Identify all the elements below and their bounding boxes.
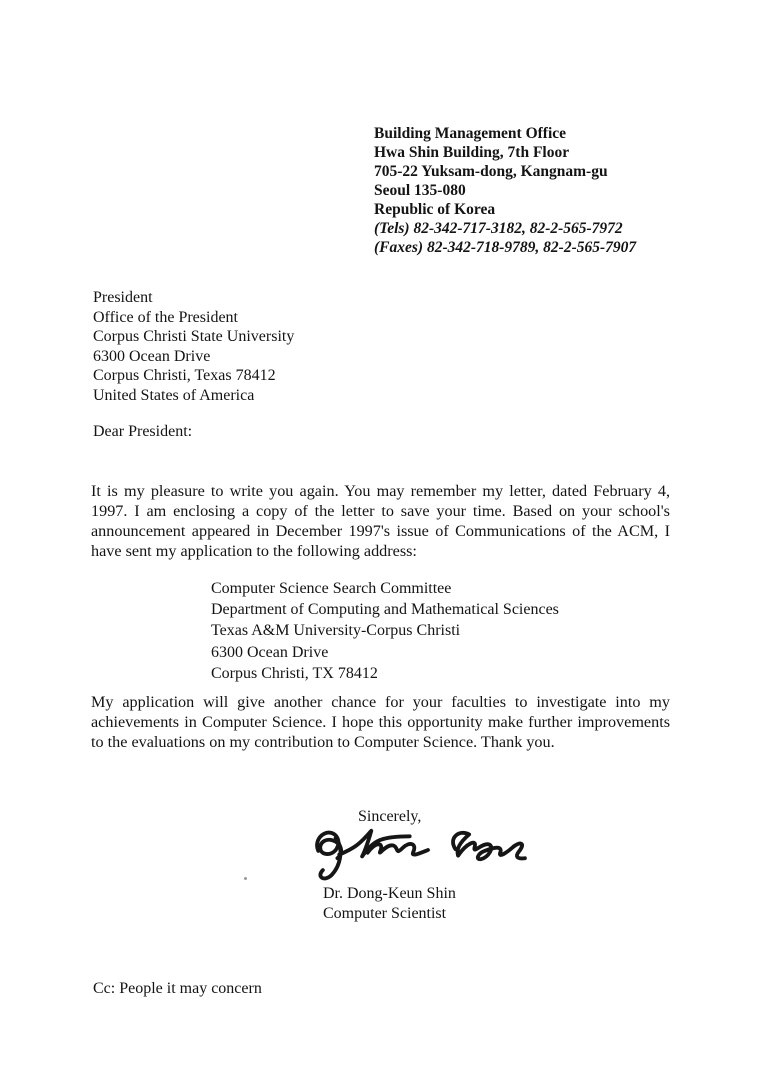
cc-line: Cc: People it may concern	[93, 980, 262, 997]
salutation: Dear President:	[93, 423, 193, 440]
application-address-line: Corpus Christi, TX 78412	[211, 664, 378, 682]
signer-title: Computer Scientist	[323, 904, 447, 922]
closing-salutation: Sincerely,	[358, 808, 422, 825]
scan-speck-artifact	[244, 877, 247, 880]
recipient-line: President	[93, 289, 153, 306]
body-paragraph-1: It is my pleasure to write you again. You may remember my letter, dated February 4, 1997. I am enclosing a copy of the letter to save your time. Based on your school's announcement appeared in December 1997's issue of Communications of the ACM, I have sent my application to the following address:	[91, 482, 670, 560]
recipient-address-block	[93, 288, 294, 405]
sender-tels-line: (Tels) 82-342-717-3182, 82-2-565-7972	[374, 220, 623, 237]
handwritten-signature-image	[296, 818, 538, 882]
sender-line: Hwa Shin Building, 7th Floor	[374, 144, 570, 161]
sender-address-block	[374, 124, 636, 257]
signer-name: Dr. Dong-Keun Shin	[323, 885, 456, 902]
sender-faxes-line: (Faxes) 82-342-718-9789, 82-2-565-7907	[374, 239, 637, 256]
application-address-line: 6300 Ocean Drive	[211, 643, 329, 661]
application-address-block	[211, 578, 559, 684]
signer-block	[323, 884, 456, 923]
application-address-line: Computer Science Search Committee	[211, 580, 452, 597]
sender-line: Building Management Office	[374, 125, 567, 142]
recipient-line: United States of America	[93, 386, 255, 404]
sender-line: 705-22 Yuksam-dong, Kangnam-gu	[374, 163, 608, 180]
sender-line: Seoul 135-080	[374, 182, 466, 199]
recipient-line: 6300 Ocean Drive	[93, 347, 211, 365]
recipient-line: Corpus Christi State University	[93, 328, 295, 345]
application-address-line: Texas A&M University-Corpus Christi	[211, 622, 461, 640]
recipient-line: Office of the President	[93, 308, 238, 326]
application-address-line: Department of Computing and Mathematical Sciences	[211, 601, 559, 619]
signature-strokes	[296, 818, 538, 882]
recipient-line: Corpus Christi, Texas 78412	[93, 367, 276, 384]
body-paragraph-2: My application will give another chance for your faculties to investigate into my achievements in Computer Science. I hope this opportunity make further improvements to the evaluations on my contribution to Computer Science. Thank you.	[91, 693, 670, 751]
sender-line: Republic of Korea	[374, 201, 496, 218]
